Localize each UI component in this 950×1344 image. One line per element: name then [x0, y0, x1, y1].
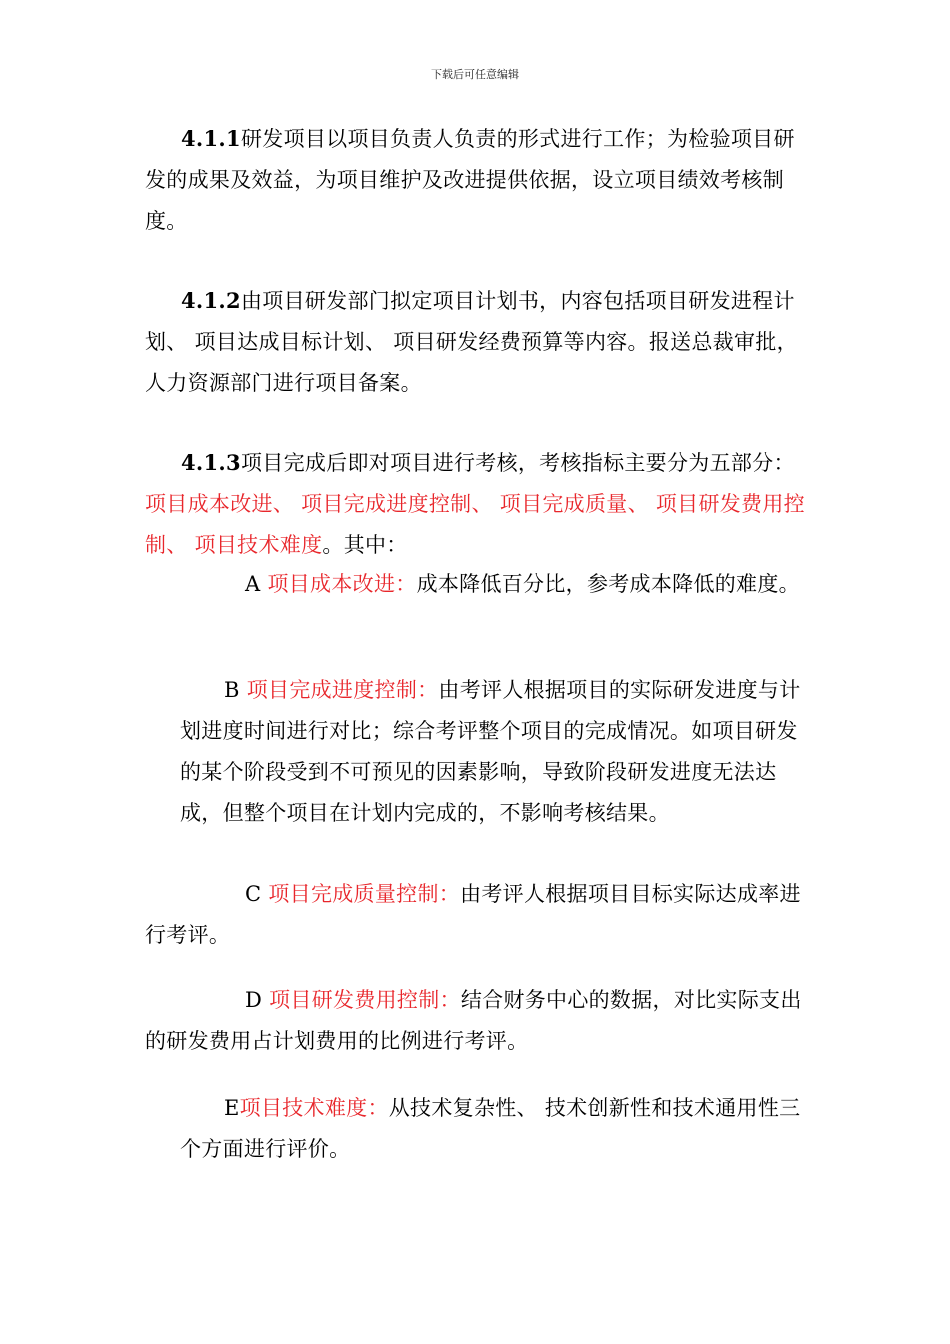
indicator-expense: 项目研发费用控制、 — [145, 492, 805, 557]
item-title: 项目成本改进： — [267, 572, 417, 596]
indicator-schedule: 项目完成进度控制、 — [301, 492, 500, 516]
item-text: 由考评人根据项目目标实际达成率进行考评。 — [145, 882, 801, 947]
item-text: 从技术复杂性、 技术创新性和技术通用性三个方面进行评价。 — [180, 1096, 801, 1161]
item-text: 结合财务中心的数据，对比实际支出的研发费用占计划费用的比例进行考评。 — [145, 988, 802, 1053]
item-text: 成本降低百分比，参考成本降低的难度。 — [416, 572, 800, 596]
page-header-watermark: 下载后可任意编辑 — [431, 68, 519, 81]
item-letter: E — [224, 1096, 240, 1120]
item-title: 项目技术难度： — [239, 1096, 389, 1120]
section-number: 4.1.1 — [181, 126, 241, 151]
item-c — [145, 874, 810, 956]
section-number: 4.1.3 — [181, 450, 241, 475]
item-letter: B — [224, 678, 240, 702]
item-a — [145, 564, 810, 605]
section-intro: 项目完成后即对项目进行考核，考核指标主要分为五部分： — [240, 451, 795, 475]
section-number: 4.1.2 — [181, 288, 241, 313]
section-4-1-1 — [145, 118, 810, 242]
item-text: 由考评人根据项目的实际研发进度与计划进度时间进行对比；综合考评整个项目的完成情况。如项目研发的某个阶段受到不可预见的因素影响，导致阶段研发进度无法达成，但整个项目在计划内完成的，不影响考核结果。 — [180, 678, 801, 825]
item-letter: C — [245, 882, 262, 906]
section-4-1-3 — [145, 442, 810, 566]
section-4-1-2 — [145, 280, 810, 404]
section-tail: 。其中： — [322, 533, 408, 557]
item-letter: D — [245, 988, 263, 1012]
indicator-quality: 项目完成质量、 — [499, 492, 656, 516]
item-title: 项目完成质量控制： — [268, 882, 461, 906]
item-d — [145, 980, 810, 1062]
section-text: 由项目研发部门拟定项目计划书，内容包括项目研发进程计划、 项目达成目标计划、 项目研发经费预算等内容。报送总裁审批，人力资源部门进行项目备案。 — [145, 289, 798, 395]
section-text: 研发项目以项目负责人负责的形式进行工作；为检验项目研发的成果及效益，为项目维护及改进提供依据，设立项目绩效考核制度。 — [145, 127, 795, 233]
indicator-difficulty: 项目技术难度 — [194, 533, 323, 557]
item-title: 项目完成进度控制： — [246, 678, 439, 702]
indicator-cost: 项目成本改进、 — [145, 492, 302, 516]
item-e — [180, 1088, 810, 1170]
item-letter: A — [245, 572, 261, 596]
item-title: 项目研发费用控制： — [269, 988, 461, 1012]
item-b — [180, 670, 810, 834]
